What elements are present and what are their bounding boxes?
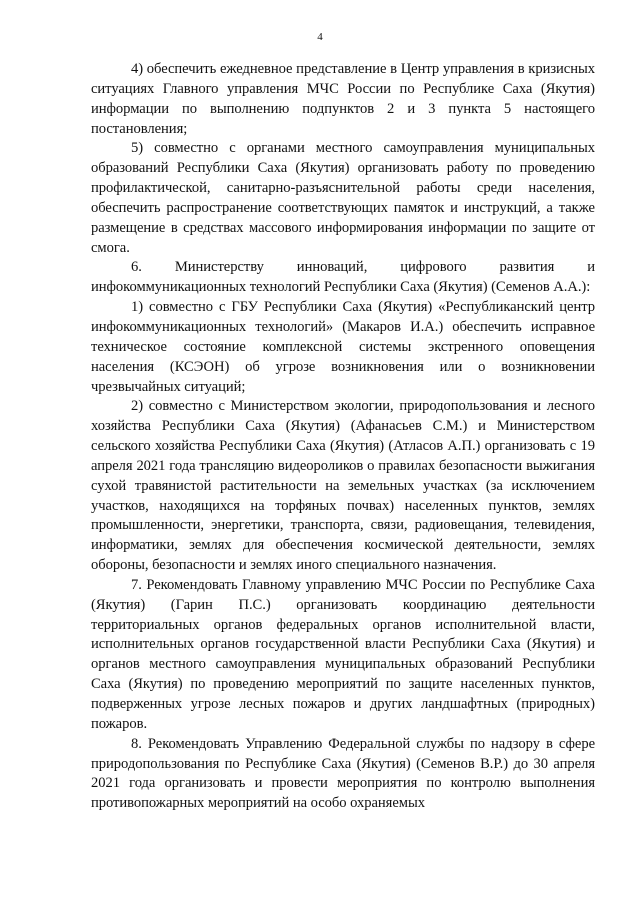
paragraph-item-5: 5) совместно с органами местного самоуправления муниципальных образований Республики Саха (Якутия) организовать работу по проведению профилактической, санитарно-разъяснительной работы среди населения, обеспечить распространение соответствующих памяток и инструкций, а также размещение в средствах массового информирования информации по защите от смога. (91, 140, 595, 256)
paragraph-item-4: 4) обеспечить ежедневное представление в Центр управления в кризисных ситуациях Главного управления МЧС России по Республике Саха (Якутия) информации по выполнению подпунктов 2 и 3 пункта 5 настоящего постановления; (91, 61, 595, 137)
paragraph-clause-8: 8. Рекомендовать Управлению Федеральной службы по надзору в сфере природопользования по Республике Саха (Якутия) (Семенов В.Р.) до 30 апреля 2021 года организовать и провести мероприятия по контролю выполнения противопожарных мероприятий на особо охраняемых (91, 735, 595, 812)
paragraph-clause-6: 6. Министерству инноваций, цифрового развития и инфокоммуникационных технологий Республики Саха (Якутия) (Семенов А.А.): (91, 259, 595, 296)
page-number: 4 (317, 31, 323, 43)
paragraph-item-6-1: 1) совместно с ГБУ Республики Саха (Якутия) «Республиканский центр инфокоммуникационных технологий» (Макаров И.А.) обеспечить исправное техническое состояние комплексной системы экстренного оповещения населения (КСЭОН) об угрозе возникновения или о возникновении чрезвычайных ситуаций; (91, 299, 595, 395)
paragraph-clause-7: 7. Рекомендовать Главному управлению МЧС России по Республике Саха (Якутия) (Гарин П.С.) организовать координацию деятельности территориальных органов федеральных органов исполнительной власти, исполнительных органов государственной власти Республики Саха (Якутия) и органов местного самоуправления муниципальных образований Республики Саха (Якутия) по проведению мероприятий по защите населенных пунктов, подверженных угрозе лесных пожаров и других ландшафтных (природных) пожаров. (91, 576, 595, 732)
paragraph-item-6-2: 2) совместно с Министерством экологии, природопользования и лесного хозяйства Республики Саха (Якутия) (Афанасьев С.М.) и Министерством сельского хозяйства Республики Саха (Якутия) (Атласов А.П.) организовать с 19 апреля 2021 года трансляцию видеороликов о правилах безопасности выжигания сухой травянистой растительности на земельных участках (за исключением участков, находящихся на торфяных почвах) населенных пунктов, землях промышленности, энергетики, транспорта, связи, радиовещания, телевидения, информатики, землях для обеспечения космической деятельности, землях обороны, безопасности и землях иного специального назначения. (91, 398, 595, 574)
document-body (91, 60, 595, 814)
